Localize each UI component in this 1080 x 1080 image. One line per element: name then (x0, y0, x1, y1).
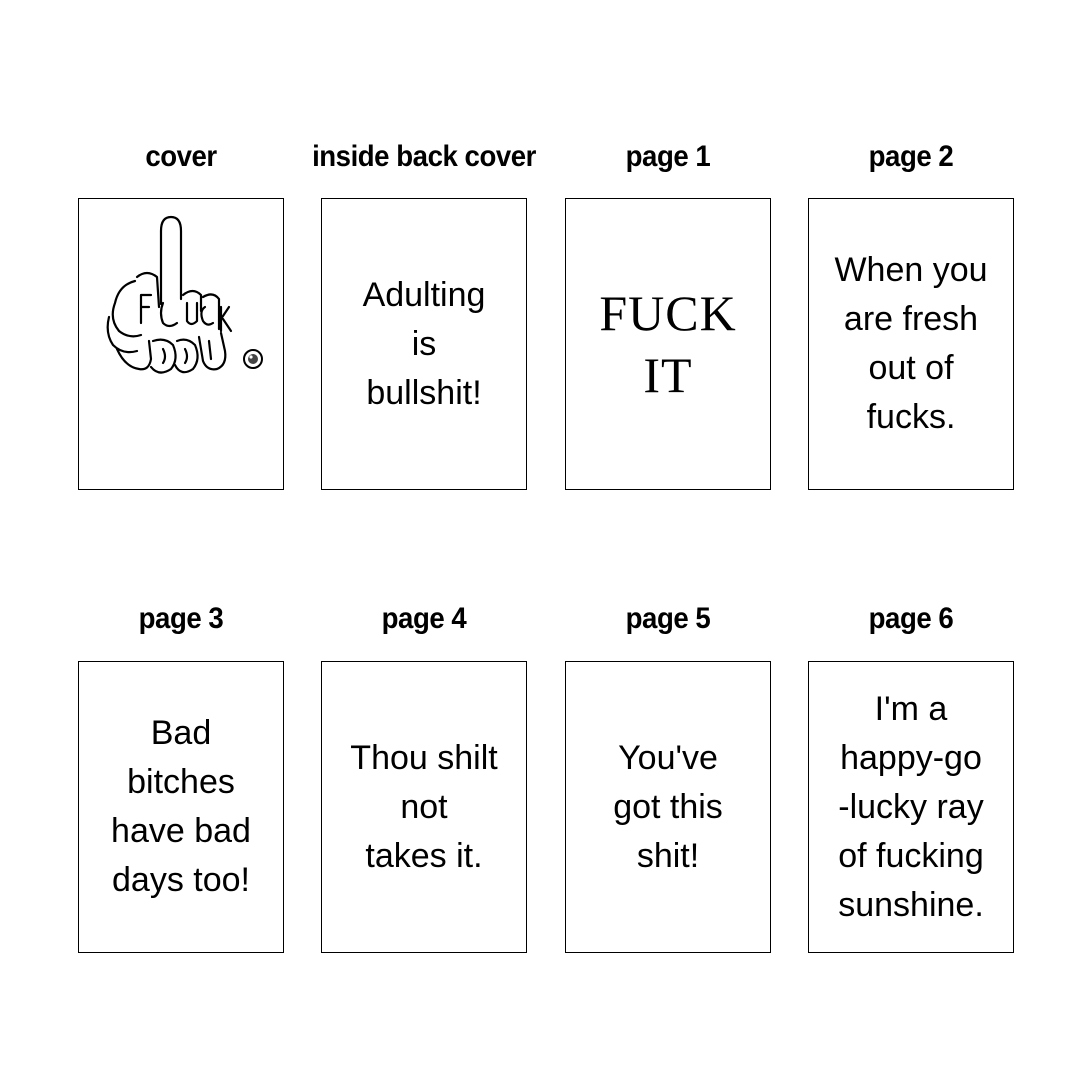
page-2-label: page 2 (868, 140, 954, 173)
page-5-label: page 5 (625, 602, 711, 635)
page-4-card (321, 661, 527, 953)
page-6-label: page 6 (868, 602, 954, 635)
inside-back-cover-text: Adulting is bullshit! (362, 275, 486, 412)
page-4-label: page 4 (381, 602, 467, 635)
page-3-card (78, 661, 284, 953)
page-5-text: You've got this shit! (613, 738, 723, 875)
seal-icon (244, 350, 262, 368)
page-5-card (565, 661, 771, 953)
cover-card (78, 198, 284, 490)
middle-finger-fuck-you-icon (79, 199, 285, 491)
page-1-card (565, 198, 771, 490)
page-6-text: I'm a happy-go -lucky ray of fucking sunshine. (838, 689, 984, 924)
page-3-text: Bad bitches have bad days too! (111, 714, 251, 899)
inside-back-cover-card (321, 198, 527, 490)
page-4-text: Thou shilt not takes it. (350, 738, 498, 875)
page-1-text: FUCK IT (599, 285, 737, 403)
cover-label: cover (145, 140, 217, 173)
inside-back-cover-label: inside back cover (312, 140, 536, 173)
page-3-label: page 3 (138, 602, 224, 635)
page-1-label: page 1 (625, 140, 711, 173)
page-2-card (808, 198, 1014, 490)
page-2-text: When you are fresh out of fucks. (834, 251, 988, 436)
page-6-card (808, 661, 1014, 953)
